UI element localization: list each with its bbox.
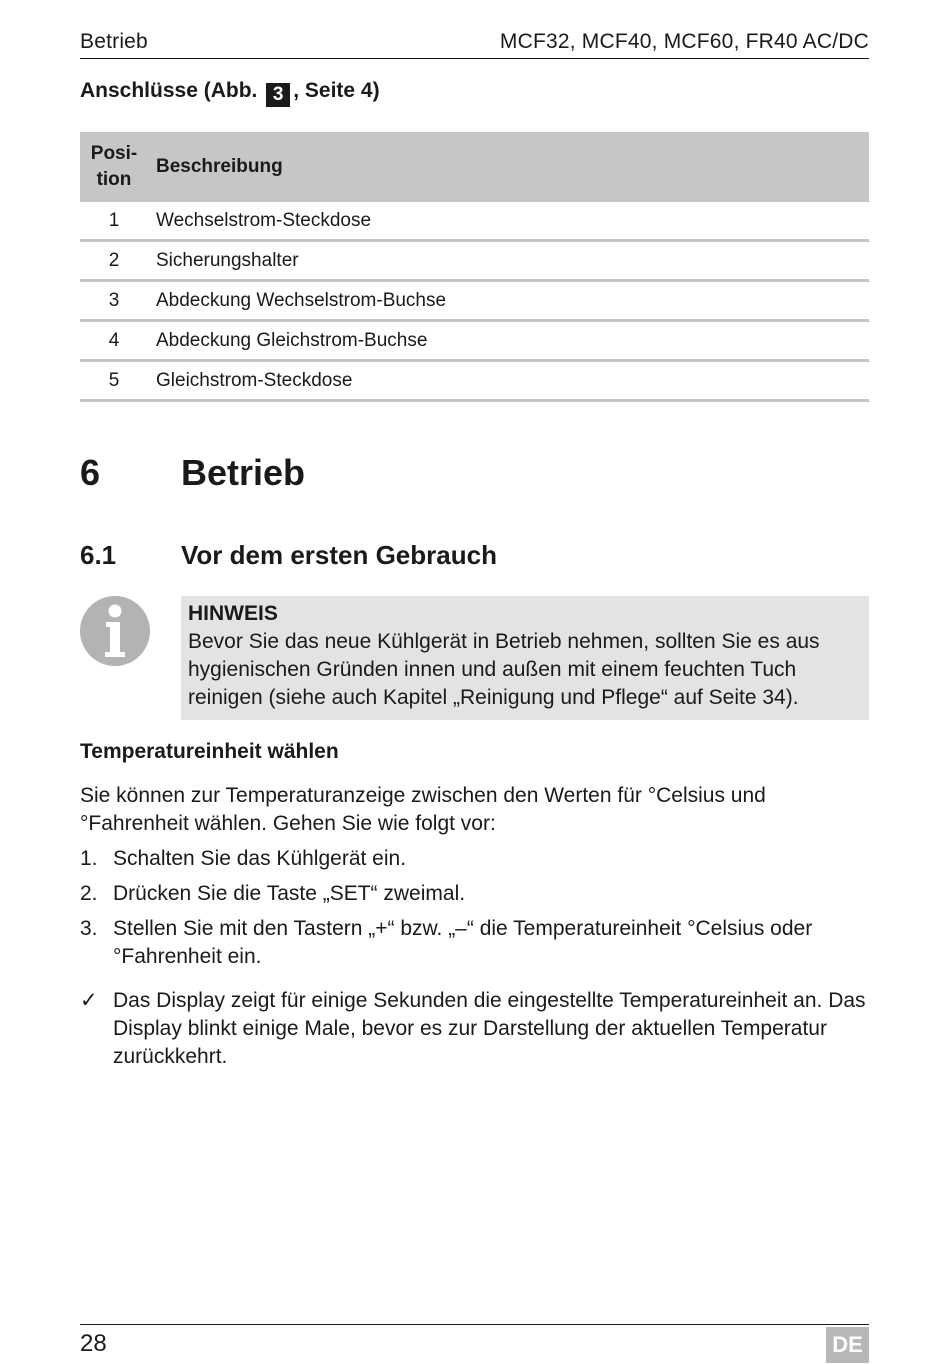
section-title: Vor dem ersten Gebrauch (181, 540, 497, 570)
chapter-number: 6 (80, 452, 101, 493)
chapter-heading (80, 452, 305, 494)
chapter-title: Betrieb (181, 452, 306, 493)
section-heading (80, 540, 497, 571)
notice-title: HINWEIS (188, 602, 278, 625)
list-item (80, 915, 869, 971)
table-header-row (80, 132, 869, 202)
row-position: 3 (80, 281, 148, 321)
step-text: Drücken Sie die Taste „SET“ zweimal. (113, 882, 466, 905)
table-row (80, 281, 869, 321)
column-header-position-line2: tion (96, 169, 132, 190)
notice-text: Bevor Sie das neue Kühlgerät in Betrieb nehmen, sollten Sie es aus hygienischen Gründen innen und außen mit einem feuchten Tuch reinigen (siehe auch Kapitel „Reinigung und Pflege“ auf Seite 34). (188, 630, 820, 709)
notice-box (181, 596, 869, 720)
checkmark-icon: ✓ (80, 989, 98, 1012)
connections-title-prefix: Anschlüsse (Abb. (80, 79, 258, 102)
table-row (80, 202, 869, 241)
result-item (80, 987, 869, 1071)
step-marker: 1. (80, 847, 98, 870)
steps-list (80, 845, 869, 978)
page-number: 28 (80, 1330, 107, 1357)
row-description: Gleichstrom-Steckdose (148, 361, 869, 401)
subheading: Temperatureinheit wählen (80, 740, 339, 763)
step-marker: 3. (80, 917, 98, 940)
row-description: Abdeckung Gleichstrom-Buchse (148, 321, 869, 361)
table-row (80, 361, 869, 401)
column-header-position-line1: Posi- (90, 143, 138, 164)
list-item (80, 880, 869, 908)
row-position: 4 (80, 321, 148, 361)
step-text: Stellen Sie mit den Tastern „+“ bzw. „–“ die Temperatureinheit °Celsius oder °Fahrenheit ein. (113, 917, 813, 968)
result-text: Das Display zeigt für einige Sekunden die eingestellte Temperatureinheit an. Das Display blinkt einige Male, bevor es zur Darstellung der aktuellen Temperatur zurückkehrt. (113, 989, 866, 1068)
column-header-description: Beschreibung (148, 132, 869, 202)
page-header (80, 30, 869, 59)
header-models: MCF32, MCF40, MCF60, FR40 AC/DC (499, 30, 869, 53)
column-header-position (80, 132, 148, 202)
intro-paragraph: Sie können zur Temperaturanzeige zwischen den Werten für °Celsius und °Fahrenheit wählen. Gehen Sie wie folgt vor: (80, 784, 766, 835)
table-row (80, 321, 869, 361)
step-marker: 2. (80, 882, 98, 905)
list-item (80, 845, 869, 873)
row-description: Abdeckung Wechselstrom-Buchse (148, 281, 869, 321)
row-description: Wechselstrom-Steckdose (148, 202, 869, 241)
table-row (80, 241, 869, 281)
info-icon (80, 596, 150, 666)
language-badge: DE (826, 1327, 869, 1363)
row-position: 5 (80, 361, 148, 401)
connections-title-suffix: , Seite 4) (293, 79, 380, 102)
connections-title (80, 79, 380, 107)
figure-number-badge: 3 (266, 83, 290, 107)
connections-table (80, 132, 869, 402)
step-text: Schalten Sie das Kühlgerät ein. (113, 847, 407, 870)
row-position: 2 (80, 241, 148, 281)
section-number: 6.1 (80, 540, 117, 570)
row-description: Sicherungshalter (148, 241, 869, 281)
footer-divider (80, 1324, 869, 1325)
row-position: 1 (80, 202, 148, 241)
header-section: Betrieb (80, 30, 148, 53)
